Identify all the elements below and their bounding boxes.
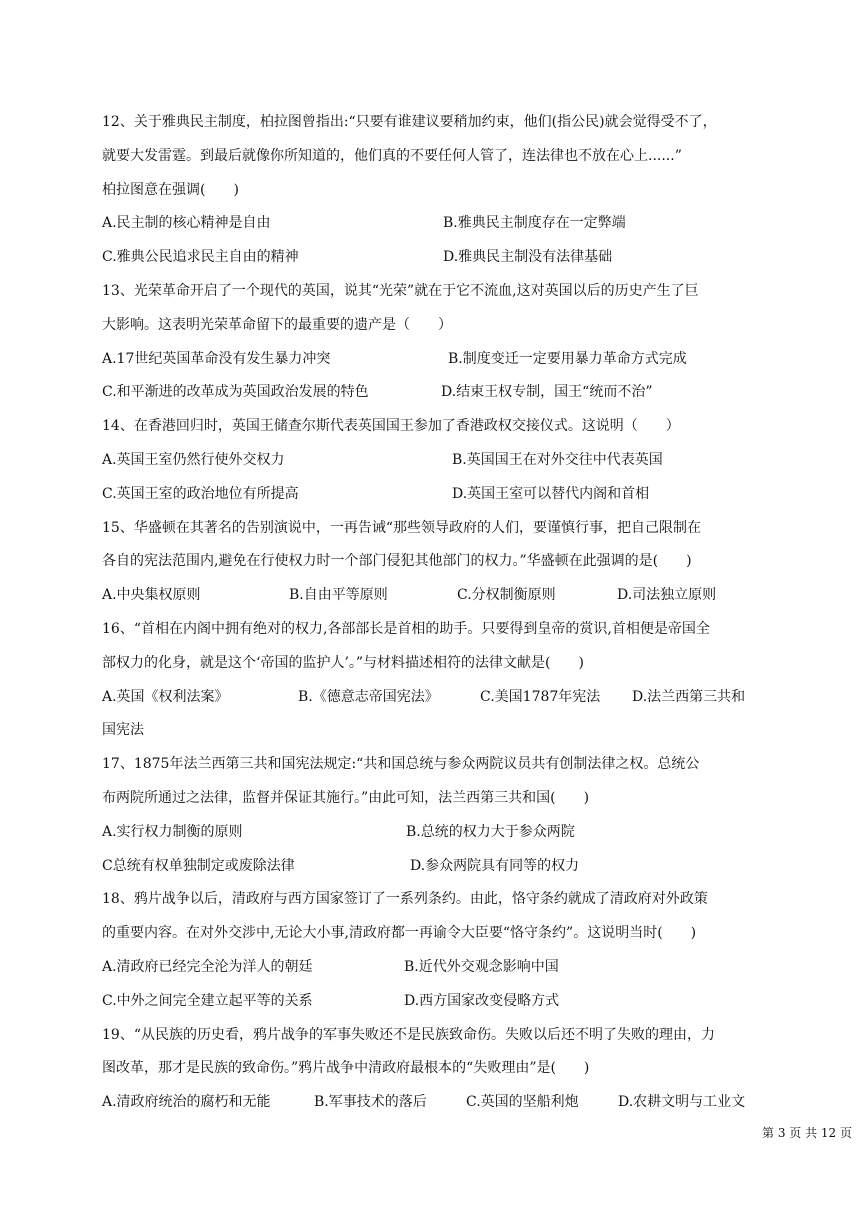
question-17 (102, 748, 764, 883)
option-b: B.近代外交观念影响中国 (404, 958, 559, 975)
option-d: D.雅典民主制没有法律基础 (443, 249, 613, 266)
option-c: C总统有权单独制定或废除法律 (102, 857, 295, 874)
question-19 (102, 1019, 764, 1120)
option-continuation: 国宪法 (102, 722, 144, 739)
question-stem-line: 17、1875年法兰西第三共和国宪法规定:“共和国总统与参众两院议员共有创制法律之权。总统公 (102, 756, 700, 773)
option-c: C.美国1787年宪法 (480, 688, 601, 705)
option-b: B.雅典民主制度存在一定弊端 (443, 215, 626, 232)
question-12 (102, 106, 764, 275)
option-a: A.中央集权原则 (102, 587, 201, 604)
option-c: C.英国的坚船利炮 (466, 1094, 579, 1111)
option-d: D.英国王室可以替代内阁和首相 (452, 485, 650, 502)
option-c: C.中外之间完全建立起平等的关系 (102, 992, 313, 1009)
page-number: 第 3 页 共 12 页 (762, 1126, 852, 1140)
option-row (102, 951, 764, 985)
question-stem-line: 的重要内容。在对外交涉中,无论大小事,清政府都一再谕令大臣要“恪守条约”。这说明当时( ) (102, 925, 697, 942)
question-stem-line: 19、“从民族的历史看，鸦片战争的军事失败还不是民族致命伤。失败以后还不明了失败的理由，力 (102, 1026, 715, 1043)
option-a: A.英国王室仍然行使外交权力 (102, 451, 285, 468)
question-16 (102, 613, 764, 748)
option-b: B.英国国王在对外交往中代表英国 (452, 451, 663, 468)
option-c: C.雅典公民追求民主自由的精神 (102, 249, 299, 266)
option-row (102, 343, 764, 377)
question-stem-line: 大影响。这表明光荣革命留下的最重要的遗产是（ ） (102, 316, 452, 333)
question-13 (102, 275, 764, 410)
option-a: A.民主制的核心精神是自由 (102, 215, 271, 232)
option-row (102, 478, 764, 512)
option-a: A.清政府已经完全沦为洋人的朝廷 (102, 958, 313, 975)
option-d: D.司法独立原则 (617, 587, 717, 604)
question-stem-line: 16、“首相在内阁中拥有绝对的权力,各部部长是首相的助手。只要得到皇帝的赏识,首相便是帝国全 (102, 620, 710, 637)
option-row (102, 681, 764, 715)
question-stem-line: 布两院所通过之法律，监督并保证其施行。”由此可知，法兰西第三共和国( ) (102, 789, 590, 806)
option-row (102, 1086, 764, 1120)
option-row (102, 207, 764, 241)
option-c: C.分权制衡原则 (457, 587, 556, 604)
option-row (102, 985, 764, 1019)
question-14 (102, 410, 764, 511)
option-a: A.17世纪英国革命没有发生暴力冲突 (102, 350, 331, 367)
option-c: C.英国王室的政治地位有所提高 (102, 485, 299, 502)
question-stem-line: 部权力的化身，就是这个‘帝国的监护人’。”与材料描述相符的法律文献是( ) (102, 654, 584, 671)
question-list (102, 106, 764, 1120)
option-b: B.《德意志帝国宪法》 (298, 688, 439, 705)
question-stem-line: 柏拉图意在强调( ) (102, 181, 239, 198)
question-15 (102, 512, 764, 613)
question-18 (102, 883, 764, 1018)
question-stem-line: 就要大发雷霆。到最后就像你所知道的，他们真的不要任何人管了，连法律也不放在心上......” (102, 147, 682, 164)
option-row (102, 241, 764, 275)
question-stem-line: 14、在香港回归时，英国王储查尔斯代表英国国王参加了香港政权交接仪式。这说明（ ） (102, 418, 680, 435)
option-row (102, 444, 764, 478)
question-stem-line: 12、关于雅典民主制度，柏拉图曾指出:“只要有谁建议要稍加约束，他们(指公民)就会觉得受不了， (102, 114, 717, 130)
question-stem-line: 13、光荣革命开启了一个现代的英国，说其“光荣”就在于它不流血,这对英国以后的历史产生了巨 (102, 282, 699, 299)
option-a: A.实行权力制衡的原则 (102, 823, 243, 840)
option-b: B.总统的权力大于参众两院 (406, 823, 575, 840)
option-d: D.结束王权专制，国王“统而不治” (441, 384, 653, 401)
question-stem-line: 18、鸦片战争以后，清政府与西方国家签订了一系列条约。由此，恪守条约就成了清政府对外政策 (102, 891, 708, 908)
option-b: B.军事技术的落后 (314, 1094, 427, 1111)
option-d: D.农耕文明与工业文 (618, 1094, 746, 1111)
option-row (102, 579, 764, 613)
option-row (102, 376, 764, 410)
option-a: A.英国《权利法案》 (102, 688, 229, 705)
option-d: D.西方国家改变侵略方式 (404, 992, 560, 1009)
option-row (102, 850, 764, 884)
option-row (102, 816, 764, 850)
option-a: A.清政府统治的腐朽和无能 (102, 1094, 271, 1111)
option-d: D.法兰西第三共和 (632, 688, 746, 705)
option-b: B.自由平等原则 (289, 587, 388, 604)
option-b: B.制度变迁一定要用暴力革命方式完成 (448, 350, 687, 367)
question-stem-line: 15、华盛顿在其著名的告别演说中，一再告诫“那些领导政府的人们，要谨慎行事，把自己限制在 (102, 519, 701, 536)
option-d: D.参众两院具有同等的权力 (410, 857, 580, 874)
question-stem-line: 图改革，那才是民族的致命伤。”鸦片战争中清政府最根本的“失败理由”是( ) (102, 1060, 590, 1077)
option-c: C.和平渐进的改革成为英国政治发展的特色 (102, 384, 369, 401)
question-stem-line: 各自的宪法范围内,避免在行使权力时一个部门侵犯其他部门的权力。”华盛顿在此强调的是( ) (102, 553, 692, 570)
